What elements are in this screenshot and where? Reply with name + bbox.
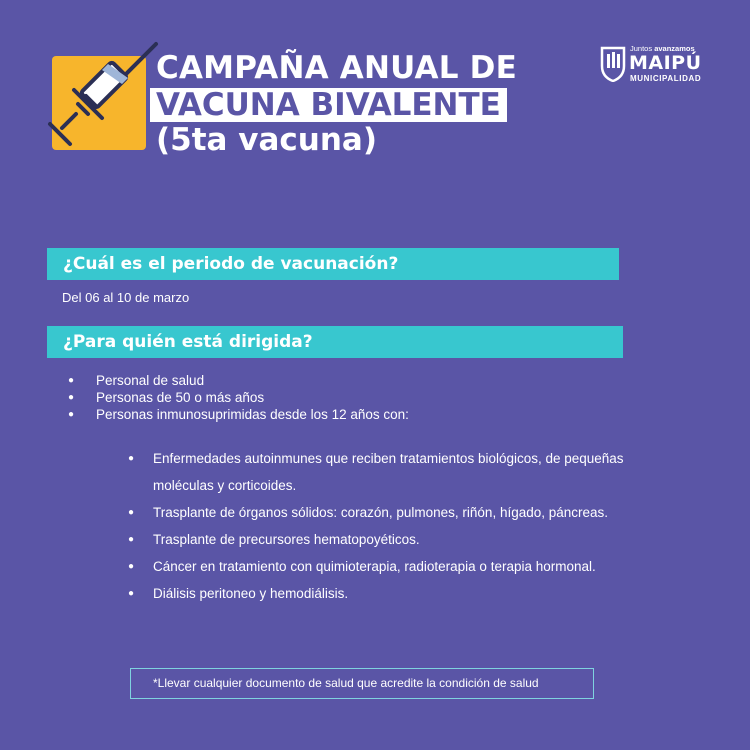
audience-heading: ¿Para quién está dirigida? — [47, 326, 623, 358]
campaign-title — [156, 50, 517, 158]
list-item: ● Cáncer en tratamiento con quimioterapia, radioterapia o terapia hormonal. — [128, 553, 688, 580]
period-text: Del 06 al 10 de marzo — [62, 290, 190, 305]
brand-tagline: Juntos avanzamos — [630, 44, 695, 53]
audience-list — [68, 372, 409, 423]
municipality-logo — [600, 44, 720, 88]
title-line-1: CAMPAÑA ANUAL DE — [156, 50, 517, 86]
title-line-2: VACUNA BIVALENTE — [150, 88, 507, 122]
conditions-list — [128, 445, 688, 607]
list-item: ● Diálisis peritoneo y hemodiálisis. — [128, 580, 688, 607]
period-heading: ¿Cuál es el periodo de vacunación? — [47, 248, 619, 280]
list-item: ● Personal de salud — [68, 372, 409, 389]
list-item: ● Personas inmunosuprimidas desde los 12 años con: — [68, 406, 409, 423]
list-item: ● Trasplante de órganos sólidos: corazón, pulmones, riñón, hígado, páncreas. — [128, 499, 688, 526]
list-item: ● Enfermedades autoinmunes que reciben tratamientos biológicos, de pequeñas moléculas y corticoides. — [128, 445, 688, 499]
title-line-3: (5ta vacuna) — [156, 122, 377, 158]
list-item: ● Trasplante de precursores hematopoyéticos. — [128, 526, 688, 553]
document-note: *Llevar cualquier documento de salud que acredite la condición de salud — [130, 668, 594, 699]
brand-name: MAIPÚ — [629, 52, 702, 74]
syringe-icon — [38, 38, 162, 162]
brand-subtitle: MUNICIPALIDAD — [630, 74, 702, 83]
maipu-shield-logo — [600, 46, 626, 82]
list-item: ● Personas de 50 o más años — [68, 389, 409, 406]
